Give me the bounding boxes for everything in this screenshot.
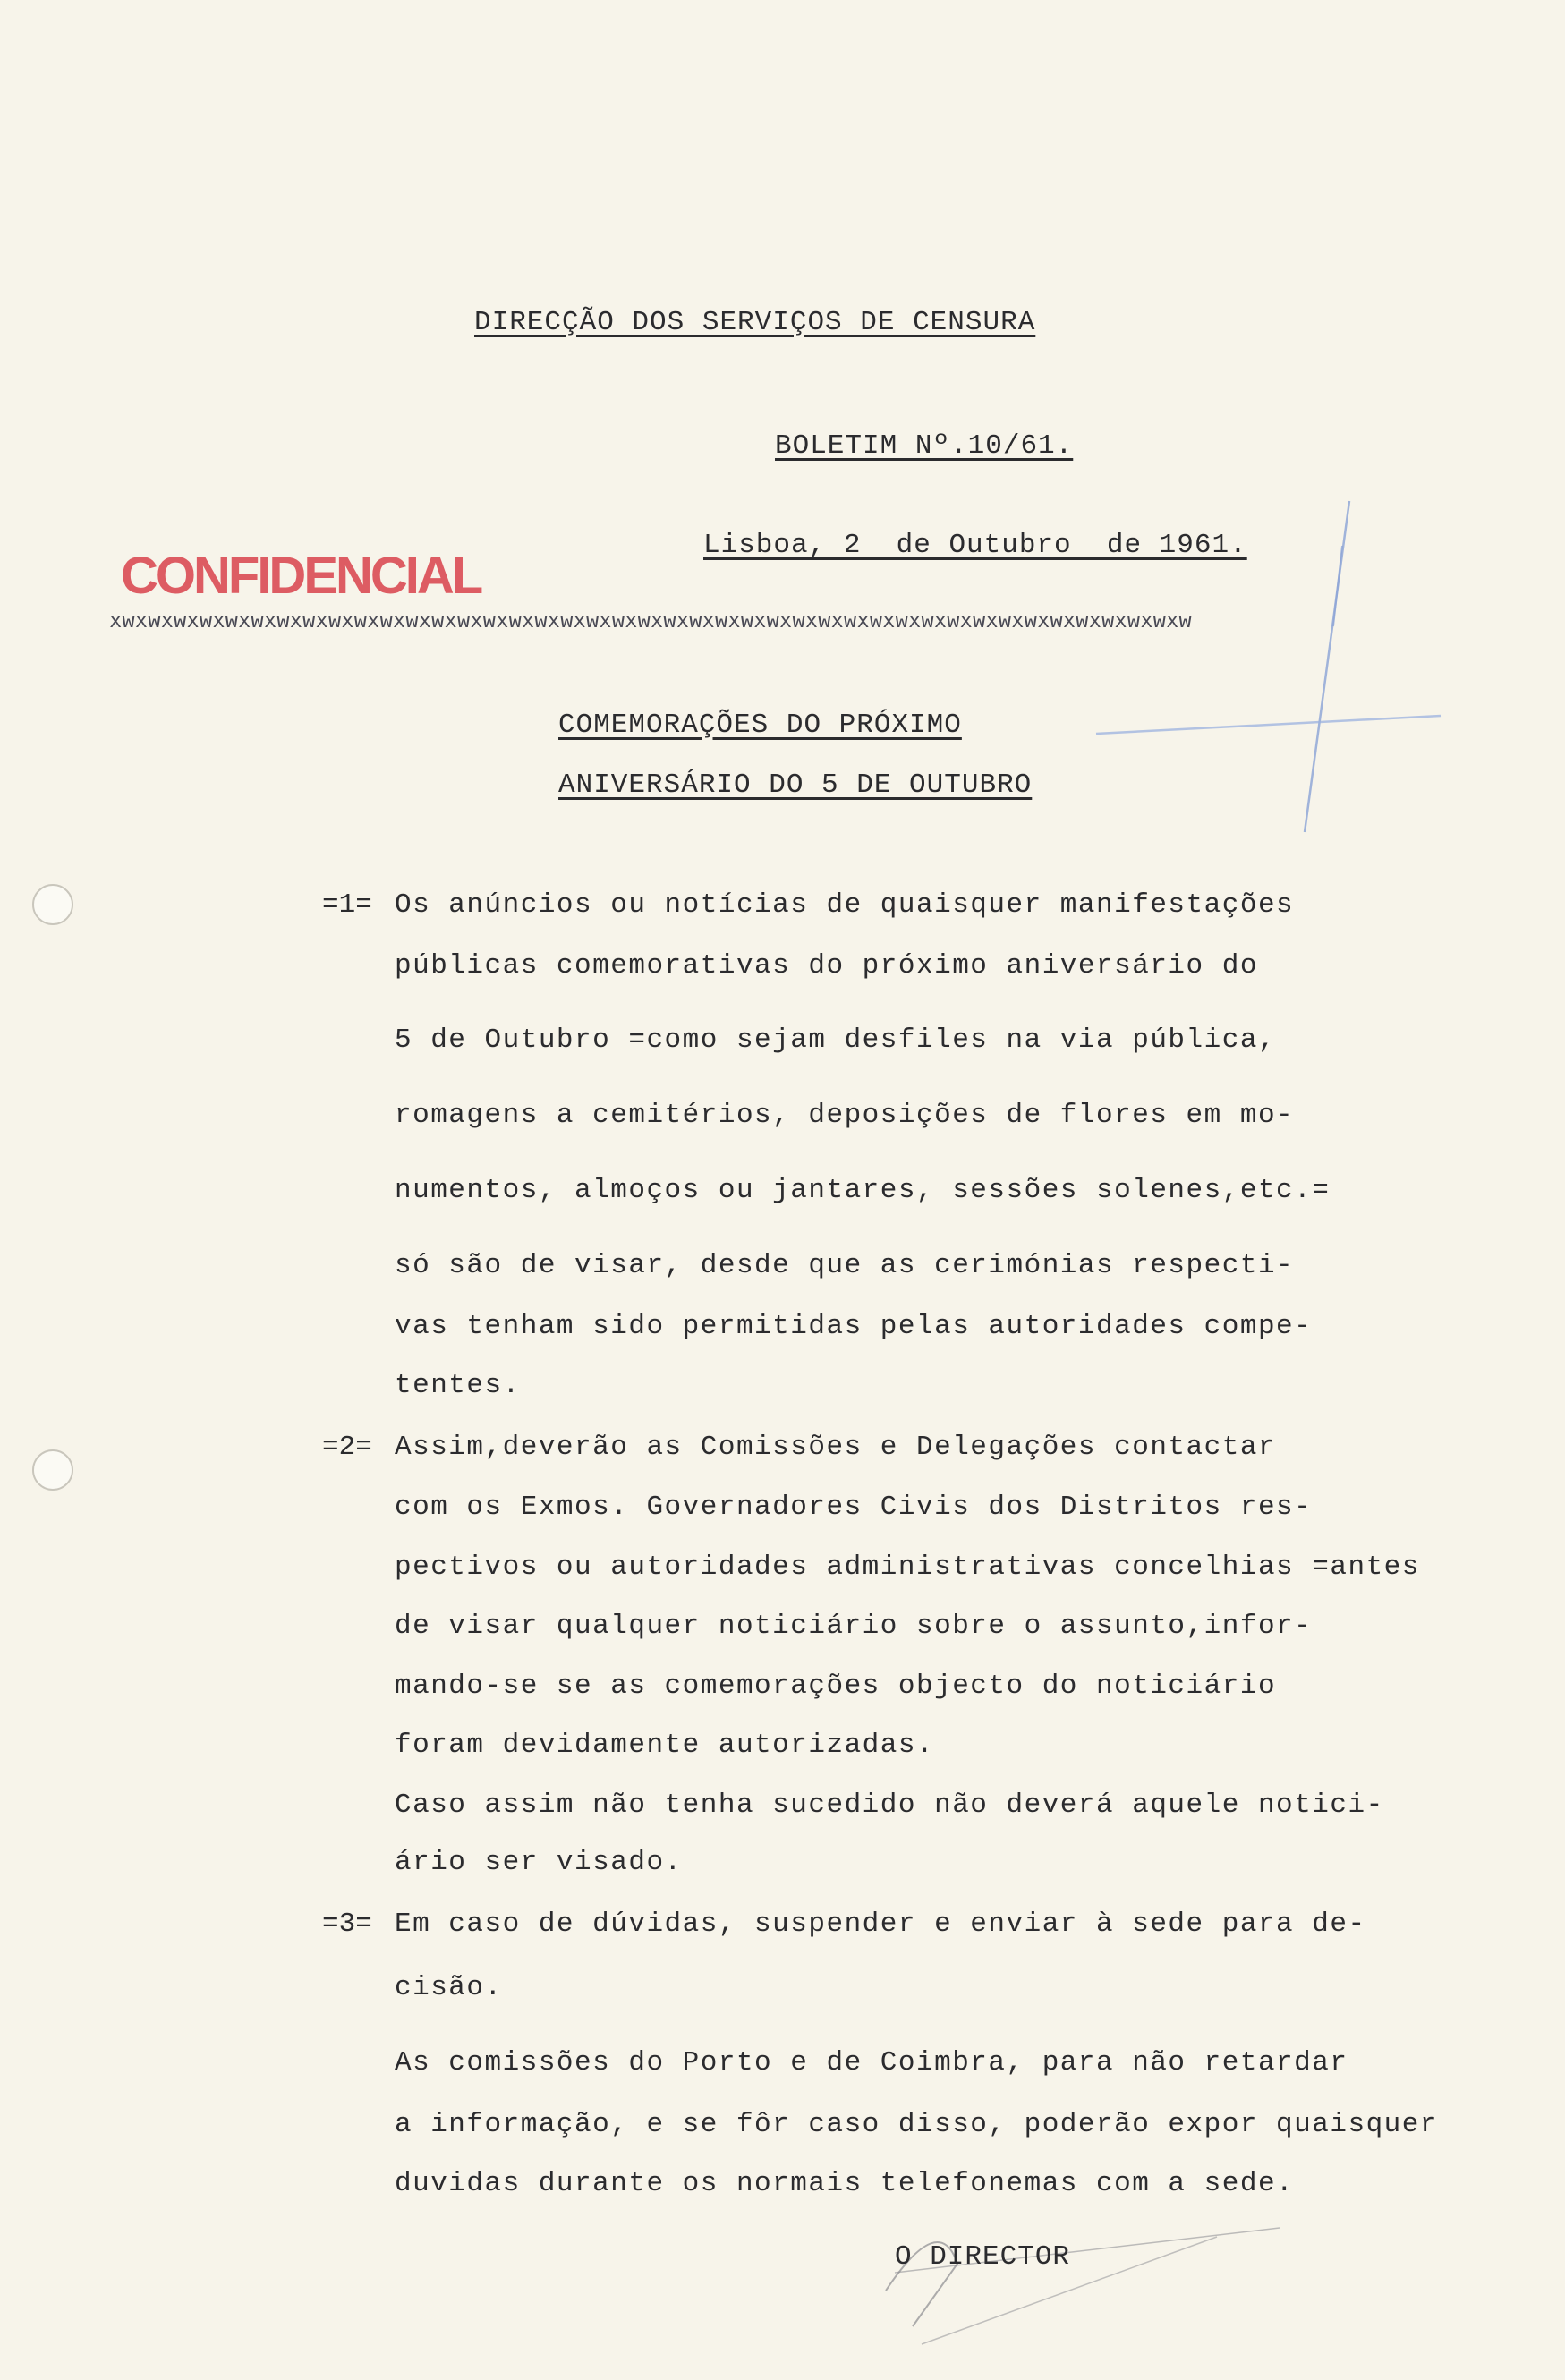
item-number: =2= — [322, 1432, 372, 1463]
subject-line-1: COMEMORAÇÕES DO PRÓXIMO — [558, 710, 962, 741]
item-line: pectivos ou autoridades administrativas concelhias =antes — [395, 1551, 1420, 1583]
item-line: foram devidamente autorizadas. — [395, 1730, 935, 1761]
item-line: cisão. — [395, 1972, 503, 2003]
item-line: vas tenham sido permitidas pelas autoridades compe- — [395, 1311, 1313, 1342]
item-line: Os anúncios ou notícias de quaisquer manifestações — [395, 889, 1295, 921]
item-line: com os Exmos. Governadores Civis dos Distritos res- — [395, 1492, 1313, 1523]
item-line: tentes. — [395, 1370, 521, 1401]
item-line: mando-se se as comemorações objecto do noticiário — [395, 1670, 1277, 1702]
item-line: duvidas durante os normais telefonemas com a sede. — [395, 2168, 1295, 2199]
item-number: =1= — [322, 889, 372, 921]
item-line: a informação, e se fôr caso disso, poderão expor quaisquer — [395, 2109, 1438, 2140]
signature-title: O DIRECTOR — [895, 2241, 1071, 2273]
item-line: só são de visar, desde que as cerimónias respecti- — [395, 1250, 1295, 1281]
item-line: numentos, almoços ou jantares, sessões solenes,etc.= — [395, 1175, 1331, 1206]
item-line: 5 de Outubro =como sejam desfiles na via pública, — [395, 1024, 1277, 1056]
item-line: de visar qualquer noticiário sobre o assunto,infor- — [395, 1611, 1313, 1642]
item-line: Em caso de dúvidas, suspender e enviar à sede para de- — [395, 1908, 1366, 1940]
item-number: =3= — [322, 1908, 372, 1940]
separator-line: xwxwxwxwxwxwxwxwxwxwxwxwxwxwxwxwxwxwxwxwxwxwxwxwxwxwxwxwxwxwxwxwxwxwxwxwxwxwxwxwxwxw — [109, 610, 1192, 634]
item-line: Assim,deverão as Comissões e Delegações contactar — [395, 1432, 1277, 1463]
document-date: Lisboa, 2 de Outubro de 1961. — [703, 530, 1247, 561]
item-line: As comissões do Porto e de Coimbra, para não retardar — [395, 2047, 1348, 2078]
item-line: ário ser visado. — [395, 1847, 683, 1878]
office-heading: DIRECÇÃO DOS SERVIÇOS DE CENSURA — [474, 307, 1036, 338]
item-line: públicas comemorativas do próximo aniversário do — [395, 950, 1258, 982]
item-line: romagens a cemitérios, deposições de flores em mo- — [395, 1100, 1295, 1131]
confidential-stamp: CONFIDENCIAL — [121, 547, 481, 605]
item-line: Caso assim não tenha sucedido não deverá aquele notici- — [395, 1789, 1384, 1821]
subject-line-2: ANIVERSÁRIO DO 5 DE OUTUBRO — [558, 769, 1033, 801]
bulletin-number: BOLETIM Nº.10/61. — [775, 430, 1074, 462]
